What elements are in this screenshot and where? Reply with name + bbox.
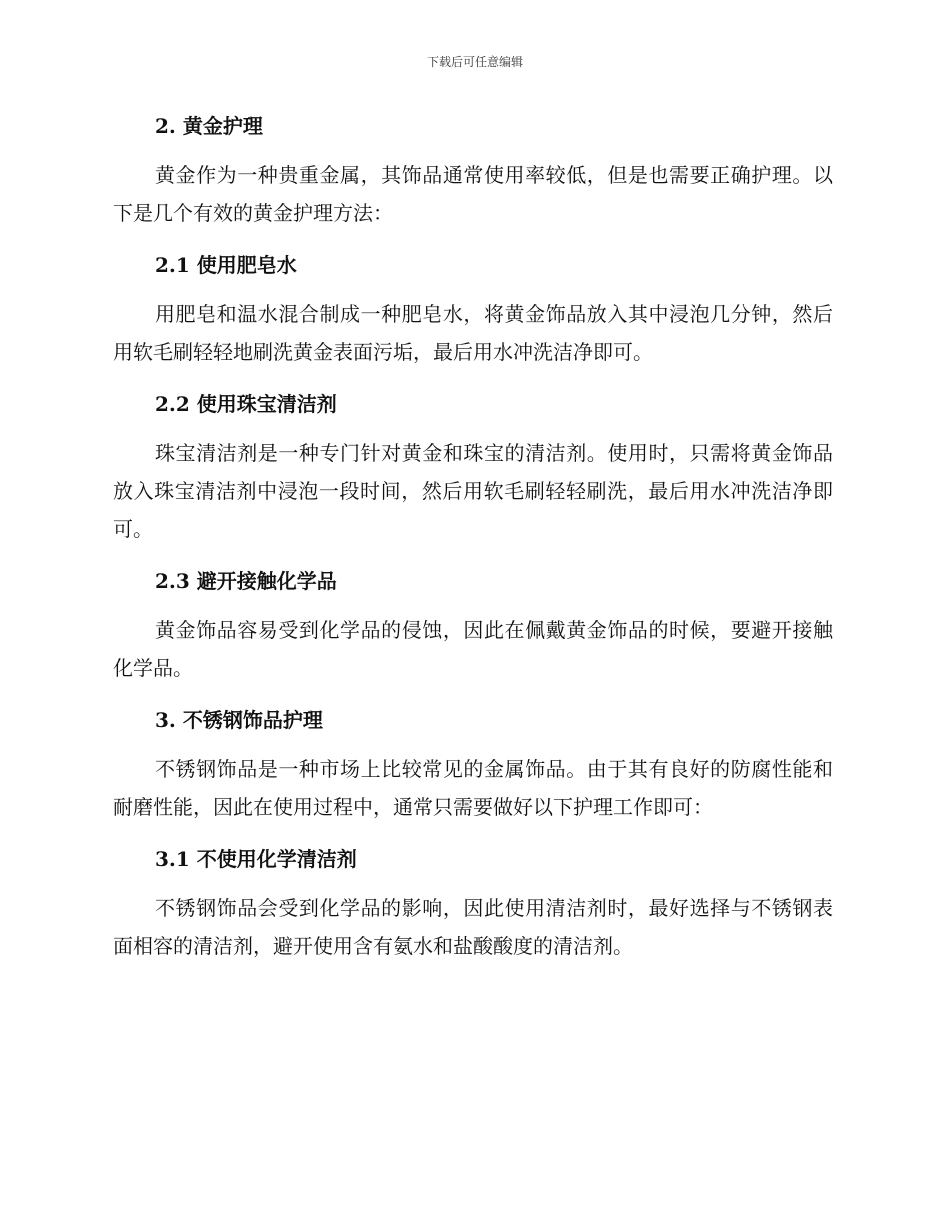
section-heading-stainless-steel-care: 3. 不锈钢饰品护理 (155, 708, 323, 732)
paragraph-gold-intro: 黄金作为一种贵重金属，其饰品通常使用率较低，但是也需要正确护理。以下是几个有效的黄金护理方法： (113, 163, 833, 225)
paragraph-jewelry-cleaner: 珠宝清洁剂是一种专门针对黄金和珠宝的清洁剂。使用时，只需将黄金饰品放入珠宝清洁剂中浸泡一段时间，然后用软毛刷轻轻刷洗，最后用水冲洗洁净即可。 (113, 441, 833, 541)
page-header: 下载后可任意编辑 (426, 55, 523, 69)
section-heading-no-chemical-cleaner: 3.1 不使用化学清洁剂 (155, 847, 357, 871)
section-heading-gold-care: 2. 黄金护理 (155, 114, 263, 138)
paragraph-no-chemical-cleaner: 不锈钢饰品会受到化学品的影响，因此使用清洁剂时，最好选择与不锈钢表面相容的清洁剂，避开使用含有氨水和盐酸酸度的清洁剂。 (113, 896, 833, 958)
document-body (113, 106, 833, 978)
section-heading-jewelry-cleaner: 2.2 使用珠宝清洁剂 (155, 392, 337, 416)
section-heading-avoid-chemicals: 2.3 避开接触化学品 (155, 569, 337, 593)
paragraph-soap-water: 用肥皂和温水混合制成一种肥皂水，将黄金饰品放入其中浸泡几分钟，然后用软毛刷轻轻地刷洗黄金表面污垢，最后用水冲洗洁净即可。 (113, 302, 833, 364)
section-heading-soap-water: 2.1 使用肥皂水 (155, 253, 297, 277)
paragraph-stainless-steel-intro: 不锈钢饰品是一种市场上比较常见的金属饰品。由于其有良好的防腐性能和耐磨性能，因此在使用过程中，通常只需要做好以下护理工作即可： (113, 757, 833, 819)
paragraph-avoid-chemicals: 黄金饰品容易受到化学品的侵蚀，因此在佩戴黄金饰品的时候，要避开接触化学品。 (113, 618, 833, 680)
